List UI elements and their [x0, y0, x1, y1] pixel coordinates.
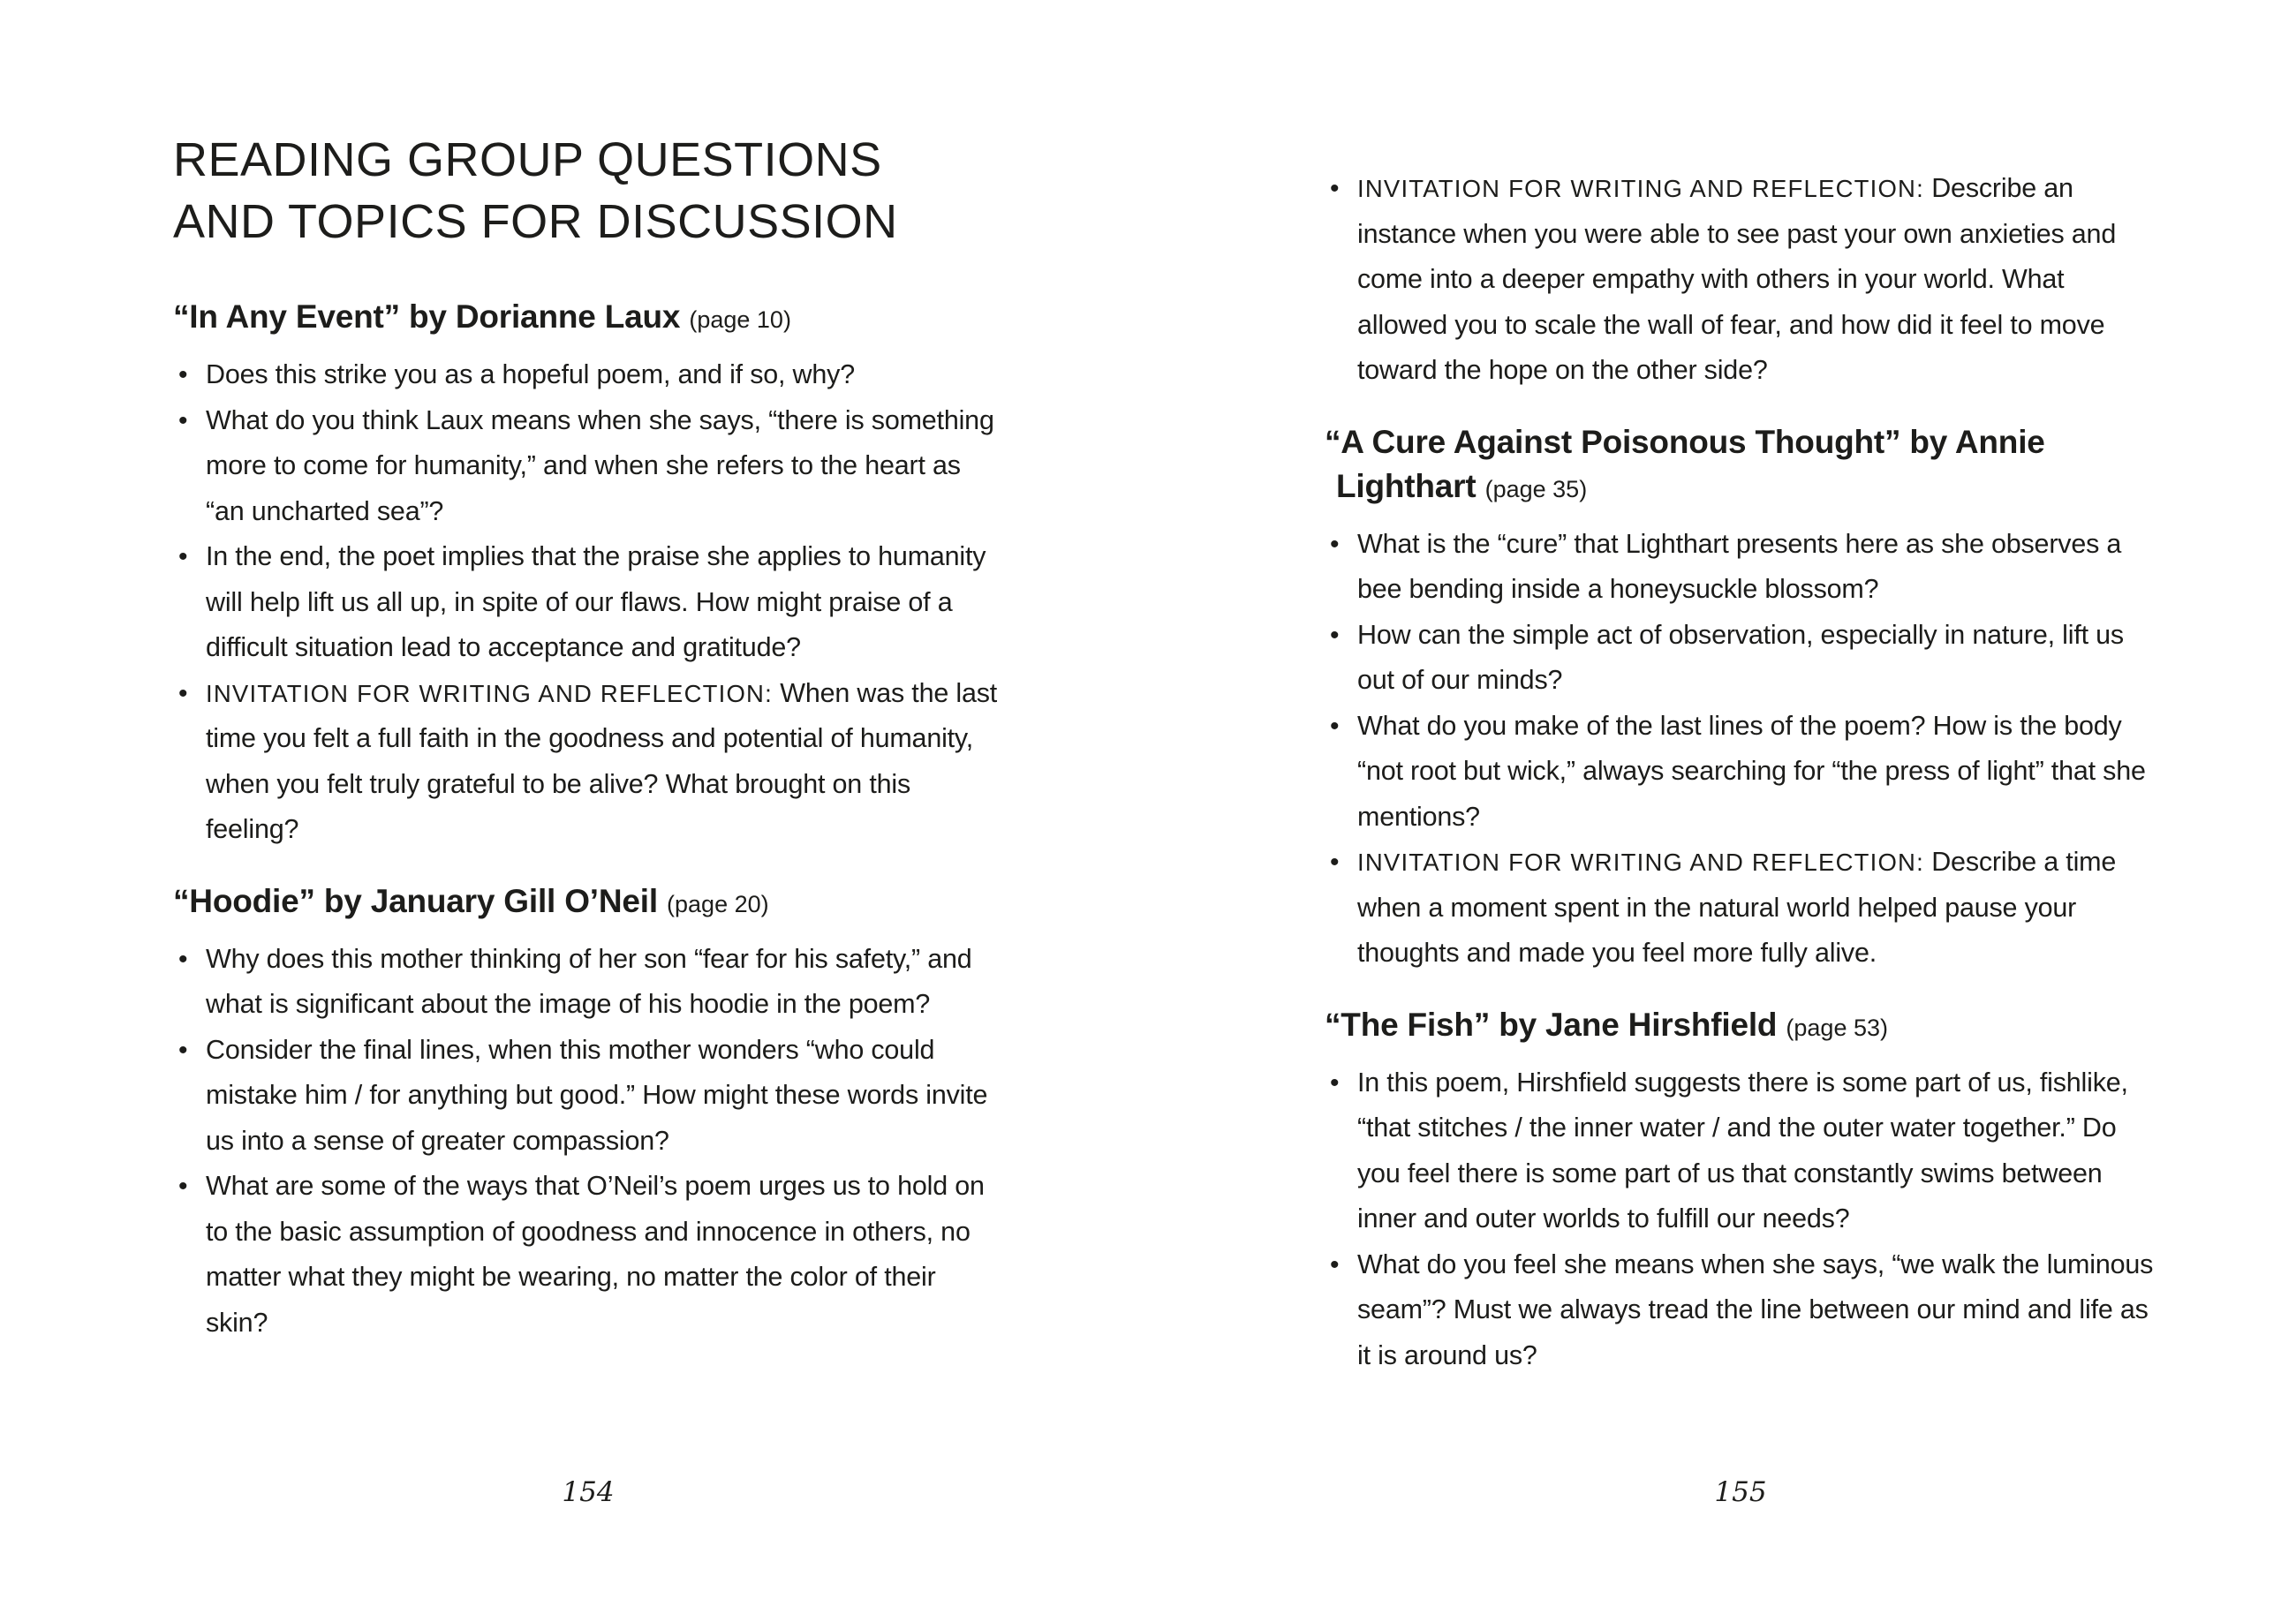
question-text: Describe an instance when you were able to see past your own anxieties and come into a deeper empathy with others in your world. What allowed you to scale the wall of fear, and how did it feel to move toward the hope on the other side? [1357, 173, 2117, 385]
question-text: Why does this mother thinking of her son “fear for his safety,” and what is significant about the image of his hoodie in the poem? [206, 943, 972, 1019]
discussion-question [1325, 613, 2156, 704]
question-text: Does this strike you as a hopeful poem, and if so, why? [206, 359, 855, 389]
bullet-icon [178, 398, 187, 444]
poem-page-ref: (page 20) [667, 890, 769, 917]
page-left-content [173, 0, 1003, 1346]
discussion-question [173, 671, 1003, 853]
question-list [1325, 166, 2156, 394]
page-number-right: 155 [1714, 1476, 1767, 1508]
poem-title-author: “In Any Event” by Dorianne Laux [173, 298, 681, 335]
section-heading [1325, 420, 2156, 511]
bullet-icon [1330, 1060, 1339, 1106]
question-list [1325, 522, 2156, 977]
bullet-icon [1330, 840, 1339, 886]
discussion-question [1325, 166, 2156, 394]
section-in-any-event [173, 295, 1003, 853]
section-hoodie [173, 879, 1003, 1347]
poem-title-author: “Hoodie” by January Gill O’Neil [173, 882, 658, 919]
discussion-question [1325, 1060, 2156, 1242]
bullet-icon [1330, 166, 1339, 212]
question-list [173, 352, 1003, 853]
chapter-title-line-2: AND TOPICS FOR DISCUSSION [173, 195, 898, 248]
poem-page-ref: (page 10) [689, 306, 791, 333]
section-the-fish [1325, 1003, 2156, 1379]
chapter-title [173, 129, 1003, 253]
discussion-question [1325, 522, 2156, 613]
discussion-question [173, 937, 1003, 1028]
bullet-icon [1330, 704, 1339, 750]
question-lead: INVITATION FOR WRITING AND REFLECTION: [1357, 175, 1924, 202]
bullet-icon [178, 1164, 187, 1210]
page-left [173, 0, 1003, 1607]
bullet-icon [178, 352, 187, 398]
discussion-question [173, 1028, 1003, 1165]
page-right-content [1325, 0, 2156, 1378]
section-a-cure-against-poisonous-thought [1325, 420, 2156, 977]
discussion-question [1325, 1242, 2156, 1379]
discussion-question [173, 352, 1003, 398]
question-lead: INVITATION FOR WRITING AND REFLECTION: [1357, 849, 1924, 876]
page-number-left: 154 [562, 1476, 615, 1508]
discussion-question [173, 534, 1003, 671]
poem-title-author: “The Fish” by Jane Hirshfield [1325, 1006, 1778, 1043]
chapter-title-line-1: READING GROUP QUESTIONS [173, 133, 882, 186]
question-list [173, 937, 1003, 1347]
bullet-icon [178, 534, 187, 580]
discussion-question [173, 1164, 1003, 1346]
question-text: What do you make of the last lines of the poem? How is the body “not root but wick,” always searching for “the press of light” that she mentions? [1357, 710, 2146, 832]
bullet-icon [178, 937, 187, 983]
question-text: What is the “cure” that Lighthart presents here as she observes a bee bending inside a honeysuckle blossom? [1357, 528, 2122, 604]
question-text: Describe a time when a moment spent in the natural world helped pause your thoughts and made you feel more fully alive. [1357, 847, 2117, 968]
question-text: In this poem, Hirshfield suggests there is some part of us, fishlike, “that stitches / the inner water / and the outer water together.” Do you feel there is some part of us that constantly swims between inner and outer worlds to fulfill our needs? [1357, 1067, 2128, 1234]
question-text: Consider the final lines, when this mother wonders “who could mistake him / for anything but good.” How might these words invite us into a sense of greater compassion? [206, 1034, 988, 1156]
question-lead: INVITATION FOR WRITING AND REFLECTION: [206, 679, 773, 707]
section-heading [1325, 1003, 2156, 1050]
section-continued [1325, 166, 2156, 394]
discussion-question [173, 398, 1003, 535]
poem-page-ref: (page 35) [1484, 475, 1588, 502]
question-text: What do you feel she means when she says, “we walk the luminous seam”? Must we always tread the line between our mind and life as it is around us? [1357, 1249, 2154, 1370]
question-text: How can the simple act of observation, especially in nature, lift us out of our minds? [1357, 619, 2124, 695]
discussion-question [1325, 840, 2156, 977]
question-text: What do you think Laux means when she says, “there is something more to come for humanity,” and when she refers to the heart as “an uncharted sea”? [206, 404, 994, 526]
question-text: In the end, the poet implies that the praise she applies to humanity will help lift us all up, in spite of our flaws. How might praise of a difficult situation lead to acceptance and gratitude? [206, 541, 986, 662]
section-heading [173, 879, 1003, 926]
question-text: What are some of the ways that O’Neil’s poem urges us to hold on to the basic assumption of goodness and innocence in others, no matter what they might be wearing, no matter the color of their skin? [206, 1171, 985, 1338]
section-heading [173, 295, 1003, 342]
discussion-question [1325, 704, 2156, 841]
bullet-icon [1330, 613, 1339, 659]
poem-title-author: “A Cure Against Poisonous Thought” by Annie Lighthart [1325, 423, 2045, 504]
poem-page-ref: (page 53) [1786, 1014, 1888, 1041]
bullet-icon [1330, 1242, 1339, 1288]
bullet-icon [1330, 522, 1339, 568]
question-list [1325, 1060, 2156, 1379]
bullet-icon [178, 671, 187, 717]
bullet-icon [178, 1028, 187, 1074]
page-right [1325, 0, 2156, 1607]
question-text: When was the last time you felt a full faith in the goodness and potential of humanity, when you felt truly grateful to be alive? What brought on this feeling? [206, 677, 998, 844]
